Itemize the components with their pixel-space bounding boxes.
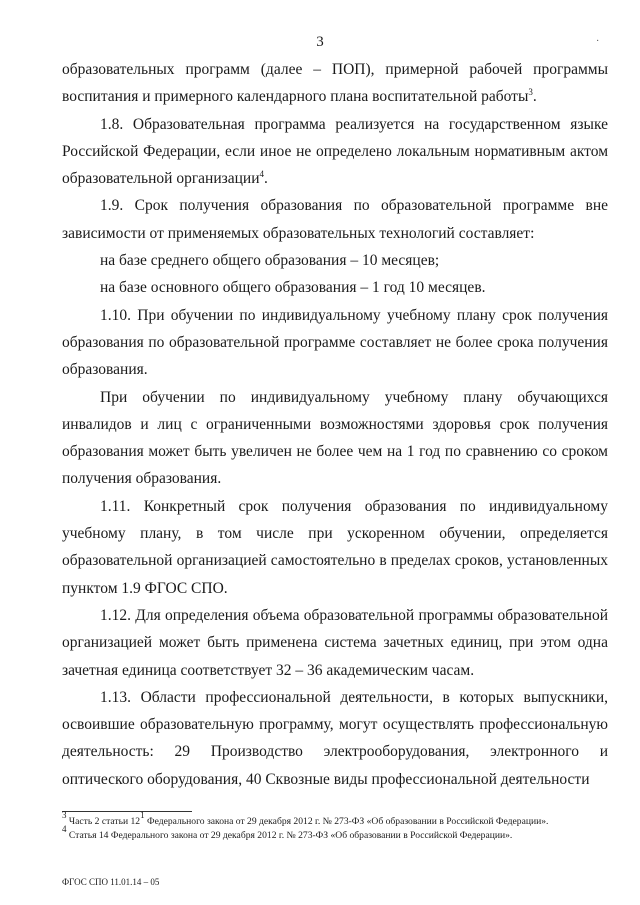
paragraph-disabled-students: При обучении по индивидуальному учебному плану обучающихся инвалидов и лиц с ограниченными возможностями здоровья срок получения образования может быть увеличен не более чем на 1 год по сравнению со сроком получения образования. bbox=[62, 388, 608, 488]
paragraph-1-11: 1.11. Конкретный срок получения образования по индивидуальному учебному плану, в том числе при ускоренном обучении, определяется образовательной организацией самостоятельно в пределах сроков, установленных пунктом 1.9 ФГОС СПО. bbox=[62, 497, 608, 597]
footnote-text: Статья 14 Федерального закона от 29 декабря 2012 г. № 273-ФЗ «Об образовании в Российской Федерации». bbox=[68, 830, 513, 841]
footnote-ref: 4 bbox=[259, 169, 265, 180]
footnote-3 bbox=[62, 810, 622, 829]
footnote-ref: 3 bbox=[528, 87, 533, 98]
footnote-divider bbox=[62, 811, 192, 812]
document-code: ФГОС СПО 11.01.14 – 05 bbox=[62, 877, 160, 887]
paragraph-tail: . bbox=[532, 88, 537, 106]
paragraph-text: образовательных программ (далее – ПОП), примерной рабочей программы воспитания и примерного календарного плана воспитательной работы bbox=[62, 61, 608, 106]
paragraph-continuation bbox=[62, 56, 608, 111]
document-body bbox=[62, 56, 608, 793]
list-item-secondary: на базе среднего общего образования – 10 месяцев; bbox=[100, 252, 440, 270]
list-item-basic: на базе основного общего образования – 1 год 10 месяцев. bbox=[100, 279, 486, 297]
footnote-text-rest: Федерального закона от 29 декабря 2012 г. № 273-ФЗ «Об образовании в Российской Федерации». bbox=[144, 816, 549, 827]
paragraph-1-9: 1.9. Срок получения образования по образовательной программе вне зависимости от применяемых образовательных технологий составляет: bbox=[62, 197, 608, 242]
page-number: 3 bbox=[316, 34, 324, 50]
paragraph-1-10: 1.10. При обучении по индивидуальному учебному плану срок получения образования по образовательной программе составляет не более срока получения образования. bbox=[62, 306, 608, 379]
footnote-mark: 4 bbox=[62, 824, 67, 834]
footnote-text: Часть 2 статьи 12 bbox=[68, 816, 141, 827]
paragraph-tail: . bbox=[264, 170, 268, 188]
paragraph-1-12: 1.12. Для определения объема образовательной программы образовательной организацией может быть применена система зачетных единиц, при этом одна зачетная единица соответствует 32 – 36 академическим часам. bbox=[62, 606, 608, 679]
paragraph-1-8 bbox=[62, 111, 608, 193]
paragraph-1-13: 1.13. Области профессиональной деятельности, в которых выпускники, освоившие образовательную программу, могут осуществлять профессиональную деятельность: 29 Производство электрооборудования, электронного и оптического оборудования, 40 Сквозные виды профессиональной деятельности bbox=[62, 688, 608, 788]
footnotes bbox=[62, 810, 622, 843]
paragraph-text: 1.8. Образовательная программа реализуется на государственном языке Российской Федерации, если иное не определено локальным нормативным актом образовательной организации bbox=[62, 115, 608, 188]
scan-mark: · bbox=[596, 36, 600, 47]
footnote-article-sup: 1 bbox=[140, 810, 145, 820]
footnote-4 bbox=[62, 824, 622, 843]
footnote-mark: 3 bbox=[62, 810, 67, 820]
